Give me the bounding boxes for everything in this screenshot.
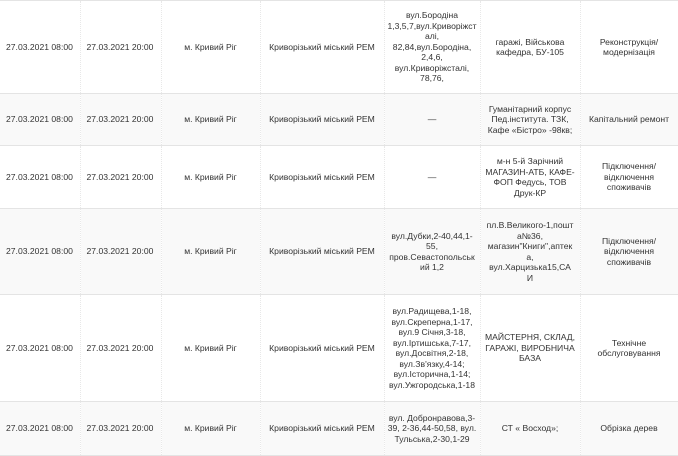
objects-line: Пед.інститута. ТЗК, [491,114,569,125]
objects-line: кафедра, БУ-105 [496,47,564,57]
streets-line: вул.Історична,1-14; [393,369,471,379]
work-type-line: відключення [603,246,655,257]
streets-cell [384,146,480,209]
objects-line: магазин"Книги",аптек [487,241,573,251]
streets-line: 39, 2-36,44-50,58, вул. [387,423,477,434]
objects-cell [480,1,580,94]
streets-line: — [427,114,437,125]
streets-line: — [427,171,437,182]
table-row [0,1,678,94]
work-type-cell [580,94,678,146]
res-name-cell: Криворізький міський РЕМ [260,295,384,402]
table-row [0,402,678,456]
work-type-cell [580,402,678,456]
objects-line: БАЗА [518,353,541,364]
streets-line: вул.Радищева,1-18, [392,306,472,316]
objects-line: а№36, [517,230,543,241]
objects-cell [480,295,580,402]
streets-line: вул.9 Січня,3-18, [398,327,466,337]
work-type-line: Капітальний ремонт [588,114,670,125]
objects-line: а, [526,251,534,262]
city-cell: м. Кривий Ріг [161,146,260,209]
objects-line: СТ « Восход»; [501,423,559,434]
work-type-line: Технічне [611,337,647,348]
start-time-cell: 27.03.2021 08:00 [0,295,80,402]
streets-line: 2,4,6, [421,52,443,63]
work-type-line: споживачів [606,182,652,193]
start-time-cell: 27.03.2021 08:00 [0,146,80,209]
table-row [0,146,678,209]
work-type-line: модернізація [603,47,655,57]
objects-line: Кафе «Бістро» -98кв; [487,124,573,135]
streets-line: вул.Дубки,2-40,44,1-55, [391,230,473,251]
work-type-line: обслуговування [597,348,661,358]
objects-line: МАГАЗИН-АТБ, КАФЕ- [485,166,575,177]
work-type-line: споживачів [606,256,652,267]
table-row [0,94,678,146]
city-cell: м. Кривий Ріг [161,1,260,94]
objects-line: Гуманітарний корпус [488,103,572,114]
streets-line: вул.Іртишська,7-17, [393,337,471,348]
objects-cell [480,402,580,456]
streets-line: вул.Ужгородська,1-18 [388,379,475,390]
objects-line: гаражі, Військова [495,36,565,47]
objects-line: пл.В.Великого-1,пошт [486,220,574,230]
streets-line: Тульська,2-30,1-29 [394,433,470,444]
streets-line: ий 1,2 [420,262,444,272]
objects-line: Друк-КР [513,187,547,198]
table-row [0,295,678,402]
end-time-cell: 27.03.2021 20:00 [80,146,161,209]
end-time-cell: 27.03.2021 20:00 [80,94,161,146]
city-cell: м. Кривий Ріг [161,209,260,295]
work-type-line: Підключення/ [601,235,657,246]
objects-line: ГАРАЖІ, ВИРОБНИЧА [485,342,575,353]
streets-line: вул.Скреперна,1-17, [391,316,473,327]
objects-line: ФОП Федусь, ТОВ [493,177,567,187]
streets-cell [384,94,480,146]
end-time-cell: 27.03.2021 20:00 [80,1,161,94]
streets-cell [384,209,480,295]
work-type-line: Підключення/ [601,161,657,172]
start-time-cell: 27.03.2021 08:00 [0,1,80,94]
end-time-cell: 27.03.2021 20:00 [80,209,161,295]
work-type-cell [580,295,678,402]
objects-line: м-н 5-й Зарічний [496,156,564,166]
end-time-cell: 27.03.2021 20:00 [80,402,161,456]
streets-cell [384,402,480,456]
streets-cell [384,295,480,402]
streets-line: вул.Криворіжсталі, [394,62,470,73]
city-cell: м. Кривий Ріг [161,94,260,146]
start-time-cell: 27.03.2021 08:00 [0,402,80,456]
res-name-cell: Криворізький міський РЕМ [260,1,384,94]
streets-line: вул.Зв'язку,4-14; [399,358,465,369]
table-row [0,209,678,295]
end-time-cell: 27.03.2021 20:00 [80,295,161,402]
city-cell: м. Кривий Ріг [161,402,260,456]
streets-line: вул.Досвітня,2-18, [395,348,469,358]
streets-line: 82,84,вул.Бородіна, [392,41,472,52]
work-type-cell [580,1,678,94]
streets-line: пров.Севастопольськ [389,251,475,262]
objects-line: И [526,272,534,283]
objects-cell [480,209,580,295]
work-type-line: Обрізка дерев [600,423,658,434]
streets-cell [384,1,480,94]
res-name-cell: Криворізький міський РЕМ [260,402,384,456]
objects-line: МАЙСТЕРНЯ, СКЛАД, [485,332,575,343]
objects-cell [480,94,580,146]
work-type-line: Реконструкція/ [599,36,659,47]
work-type-line: відключення [603,171,655,182]
res-name-cell: Криворізький міський РЕМ [260,146,384,209]
start-time-cell: 27.03.2021 08:00 [0,94,80,146]
work-type-cell [580,209,678,295]
start-time-cell: 27.03.2021 08:00 [0,209,80,295]
streets-line: 78,76, [420,73,444,84]
objects-cell [480,146,580,209]
streets-line: вул. Добронравова,3- [388,412,476,423]
streets-line: 1,3,5,7,вул.Криворіжст [387,20,477,31]
work-type-cell [580,146,678,209]
streets-line: алі, [424,31,440,42]
streets-line: вул.Бородіна [405,10,459,21]
city-cell: м. Кривий Ріг [161,295,260,402]
objects-line: вул.Харцизька15,СА [489,262,571,272]
res-name-cell: Криворізький міський РЕМ [260,94,384,146]
res-name-cell: Криворізький міський РЕМ [260,209,384,295]
